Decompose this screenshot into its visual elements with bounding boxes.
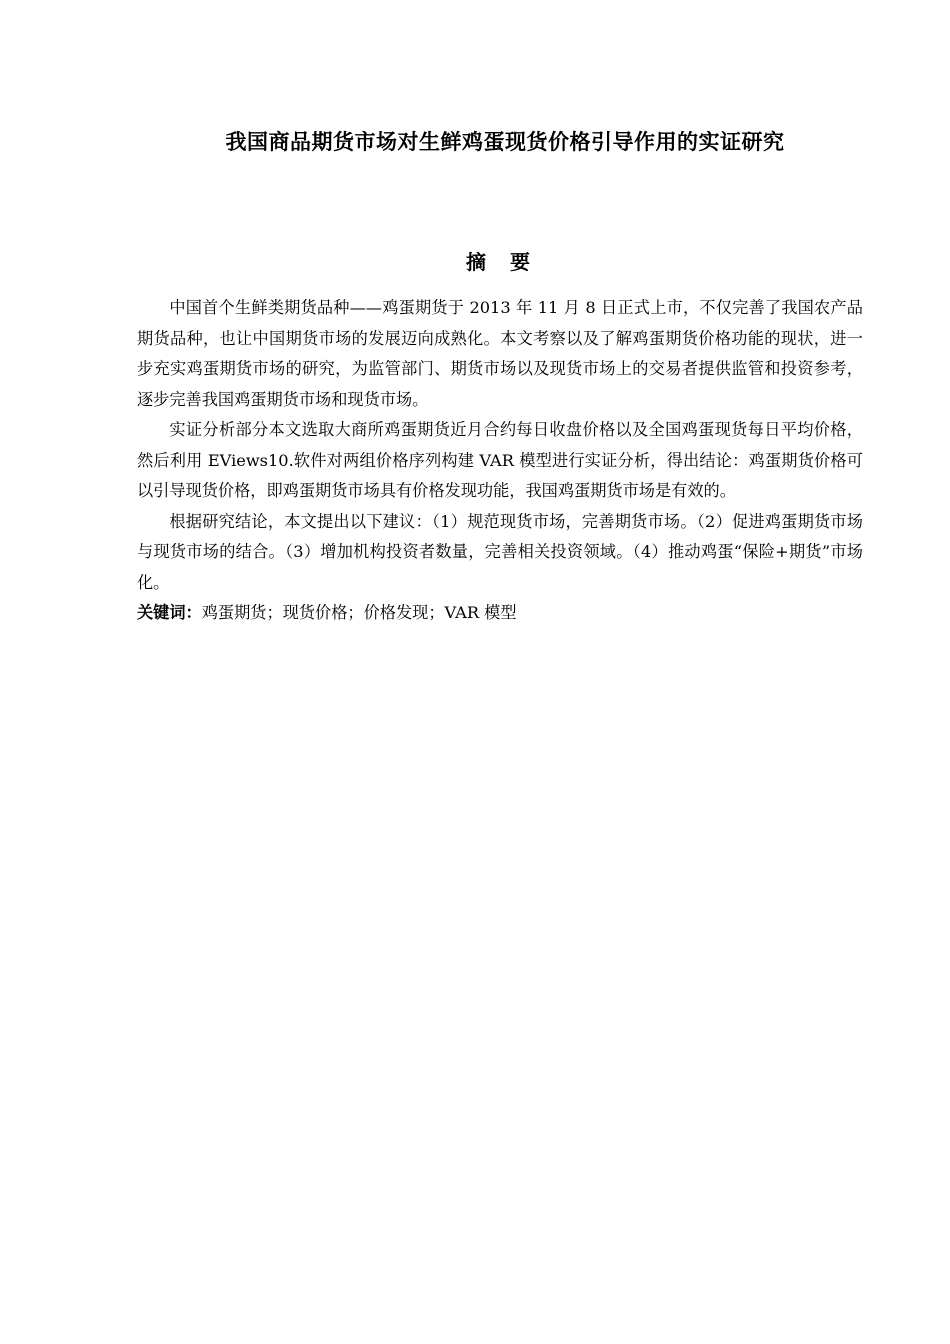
- abstract-heading: [100, 248, 896, 276]
- abstract-heading-right: 要: [510, 250, 530, 274]
- keywords-text: 鸡蛋期货；现货价格；价格发现；VAR 模型: [201, 603, 517, 622]
- abstract-paragraph-3: 根据研究结论，本文提出以下建议：（1）规范现货市场，完善期货市场。（2）促进鸡蛋期货市场与现货市场的结合。（3）增加机构投资者数量，完善相关投资领域。（4）推动鸡蛋“保险+期货”市场化。: [137, 511, 863, 592]
- abstract-heading-left: 摘: [466, 250, 486, 274]
- abstract-paragraph-1: 中国首个生鲜类期货品种——鸡蛋期货于 2013 年 11 月 8 日正式上市，不仅完善了我国农产品期货品种，也让中国期货市场的发展迈向成熟化。本文考察以及了解鸡蛋期货价格功能的现状，进一步充实鸡蛋期货市场的研究，为监管部门、期货市场以及现货市场上的交易者提供监管和投资参考，逐步完善我国鸡蛋期货市场和现货市场。: [137, 298, 863, 409]
- abstract-paragraph-2: 实证分析部分本文选取大商所鸡蛋期货近月合约每日收盘价格以及全国鸡蛋现货每日平均价格，然后利用 EViews10.软件对两组价格序列构建 VAR 模型进行实证分析，得出结论：鸡蛋期货价格可以引导现货价格，即鸡蛋期货市场具有价格发现功能，我国鸡蛋期货市场是有效的。: [137, 420, 863, 500]
- paper-title: 我国商品期货市场对生鲜鸡蛋现货价格引导作用的实证研究: [225, 129, 785, 154]
- keywords-line: [137, 598, 863, 629]
- abstract-body: [137, 293, 863, 629]
- keywords-label: 关键词：: [137, 603, 202, 622]
